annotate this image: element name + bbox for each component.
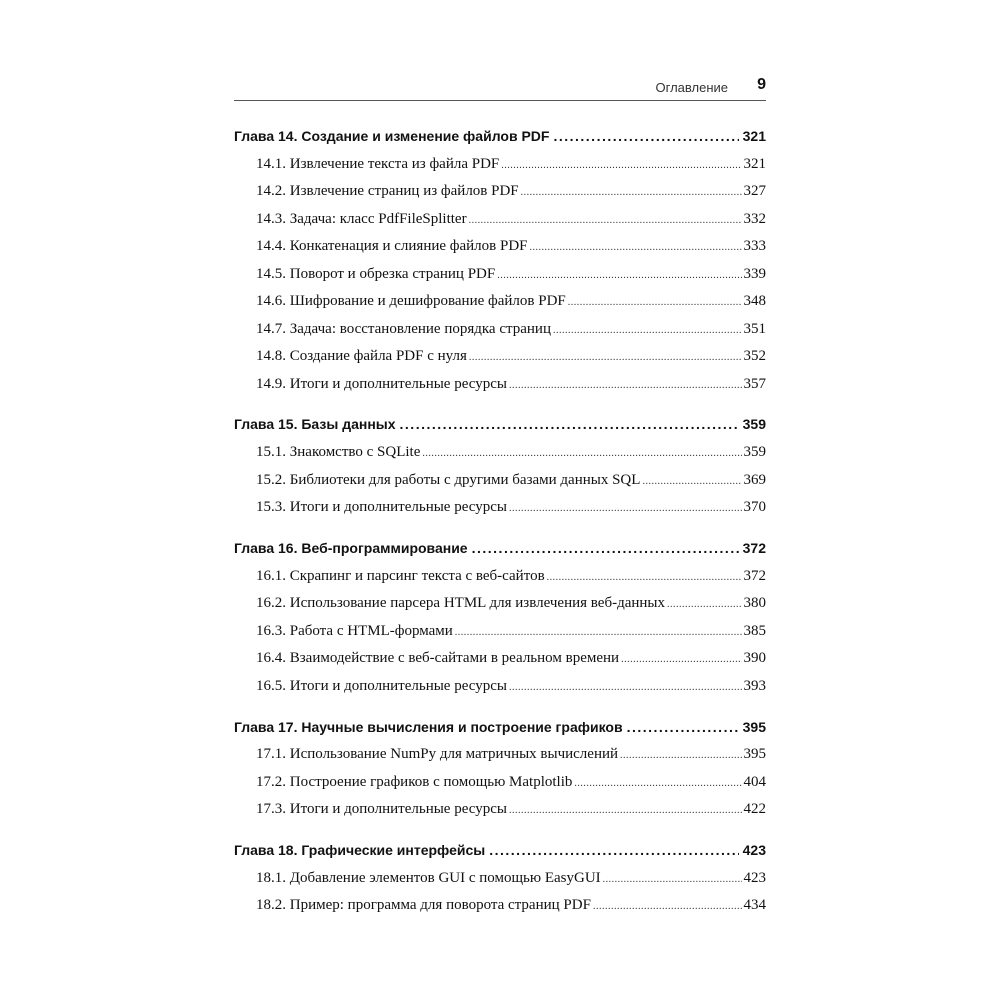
toc-section[interactable] <box>256 156 766 180</box>
toc-section[interactable] <box>256 472 766 496</box>
dot-leader <box>509 380 742 391</box>
chapter-title: Глава 17. Научные вычисления и построение графиков <box>234 719 623 735</box>
toc-section[interactable] <box>256 623 766 647</box>
toc-section[interactable] <box>256 211 766 235</box>
section-title: 16.2. Использование парсера HTML для извлечения веб-данных <box>256 595 665 611</box>
section-page: 333 <box>743 238 766 254</box>
section-title: 18.2. Пример: программа для поворота страниц PDF <box>256 897 591 913</box>
section-page: 395 <box>743 746 766 762</box>
section-title: 16.3. Работа с HTML-формами <box>256 623 453 639</box>
chapter-title: Глава 14. Создание и изменение файлов PDF <box>234 128 550 144</box>
toc-chapter-16[interactable] <box>234 540 766 564</box>
toc-chapter-15[interactable] <box>234 416 766 440</box>
chapter-page: 395 <box>742 719 766 735</box>
section-title: 14.2. Извлечение страниц из файлов PDF <box>256 183 519 199</box>
section-page: 404 <box>743 774 766 790</box>
toc-section[interactable] <box>256 774 766 798</box>
section-page: 434 <box>743 897 766 913</box>
dot-leader <box>627 719 739 735</box>
dot-leader <box>472 540 739 556</box>
dot-leader <box>469 352 742 363</box>
section-page: 370 <box>743 499 766 515</box>
section-title: 14.4. Конкатенация и слияние файлов PDF <box>256 238 528 254</box>
section-page: 339 <box>743 266 766 282</box>
running-header-title: Оглавление <box>655 80 728 95</box>
toc-chapter-17[interactable] <box>234 719 766 743</box>
section-title: 16.1. Скрапинг и парсинг текста с веб-сайтов <box>256 568 545 584</box>
dot-leader <box>642 476 741 487</box>
toc-section[interactable] <box>256 568 766 592</box>
section-page: 372 <box>743 568 766 584</box>
dot-leader <box>422 448 741 459</box>
toc-section[interactable] <box>256 595 766 619</box>
section-page: 351 <box>743 321 766 337</box>
section-title: 15.3. Итоги и дополнительные ресурсы <box>256 499 507 515</box>
toc-section[interactable] <box>256 321 766 345</box>
dot-leader <box>593 901 742 912</box>
section-page: 348 <box>743 293 766 309</box>
section-title: 17.2. Построение графиков с помощью Matplotlib <box>256 774 573 790</box>
toc-section[interactable] <box>256 293 766 317</box>
dot-leader <box>521 187 742 198</box>
section-title: 17.1. Использование NumPy для матричных вычислений <box>256 746 619 762</box>
section-title: 14.5. Поворот и обрезка страниц PDF <box>256 266 496 282</box>
chapter-title: Глава 16. Веб-программирование <box>234 540 468 556</box>
running-header <box>234 74 766 101</box>
dot-leader <box>489 842 738 858</box>
dot-leader <box>455 627 742 638</box>
section-page: 357 <box>743 376 766 392</box>
dot-leader <box>620 750 741 761</box>
section-title: 14.6. Шифрование и дешифрование файлов PDF <box>256 293 566 309</box>
section-title: 16.4. Взаимодействие с веб-сайтами в реальном времени <box>256 650 620 666</box>
toc-section[interactable] <box>256 183 766 207</box>
toc-chapter-18[interactable] <box>234 842 766 866</box>
toc-section[interactable] <box>256 376 766 400</box>
section-page: 423 <box>743 870 766 886</box>
toc-section[interactable] <box>256 801 766 825</box>
dot-leader <box>547 572 742 583</box>
chapter-page: 423 <box>742 842 766 858</box>
dot-leader <box>400 416 739 432</box>
section-page: 422 <box>743 801 766 817</box>
toc-section[interactable] <box>256 266 766 290</box>
section-title: 14.8. Создание файла PDF с нуля <box>256 348 467 364</box>
section-title: 18.1. Добавление элементов GUI с помощью EasyGUI <box>256 870 601 886</box>
section-page: 380 <box>743 595 766 611</box>
toc-section[interactable] <box>256 238 766 262</box>
section-title: 15.2. Библиотеки для работы с другими базами данных SQL <box>256 472 641 488</box>
section-page: 390 <box>743 650 766 666</box>
dot-leader <box>497 270 741 281</box>
chapter-page: 372 <box>742 540 766 556</box>
section-title: 14.7. Задача: восстановление порядка страниц <box>256 321 551 337</box>
toc-section[interactable] <box>256 678 766 702</box>
chapter-title: Глава 15. Базы данных <box>234 416 396 432</box>
section-page: 393 <box>743 678 766 694</box>
chapter-page: 359 <box>742 416 766 432</box>
dot-leader <box>501 160 741 171</box>
section-page: 332 <box>743 211 766 227</box>
toc-section[interactable] <box>256 870 766 894</box>
dot-leader <box>574 778 741 789</box>
toc-section[interactable] <box>256 650 766 674</box>
toc-section[interactable] <box>256 499 766 523</box>
toc-section[interactable] <box>256 348 766 372</box>
dot-leader <box>603 874 742 885</box>
toc-chapter-14[interactable] <box>234 128 766 152</box>
dot-leader <box>621 654 741 665</box>
section-title: 14.3. Задача: класс PdfFileSplitter <box>256 211 467 227</box>
section-page: 327 <box>743 183 766 199</box>
toc-section[interactable] <box>256 444 766 468</box>
section-title: 16.5. Итоги и дополнительные ресурсы <box>256 678 507 694</box>
dot-leader <box>530 242 742 253</box>
dot-leader <box>553 325 742 336</box>
section-title: 17.3. Итоги и дополнительные ресурсы <box>256 801 507 817</box>
section-title: 15.1. Знакомство с SQLite <box>256 444 421 460</box>
dot-leader <box>509 805 742 816</box>
section-page: 359 <box>743 444 766 460</box>
dot-leader <box>553 128 738 144</box>
toc-section[interactable] <box>256 746 766 770</box>
section-page: 385 <box>743 623 766 639</box>
page-number: 9 <box>757 76 766 93</box>
section-title: 14.1. Извлечение текста из файла PDF <box>256 156 500 172</box>
dot-leader <box>509 682 742 693</box>
dot-leader <box>568 297 742 308</box>
section-page: 369 <box>743 472 766 488</box>
section-page: 321 <box>743 156 766 172</box>
chapter-page: 321 <box>742 128 766 144</box>
toc-section[interactable] <box>256 897 766 921</box>
dot-leader <box>667 599 742 610</box>
section-title: 14.9. Итоги и дополнительные ресурсы <box>256 376 507 392</box>
dot-leader <box>509 503 742 514</box>
dot-leader <box>469 215 742 226</box>
section-page: 352 <box>743 348 766 364</box>
chapter-title: Глава 18. Графические интерфейсы <box>234 842 486 858</box>
